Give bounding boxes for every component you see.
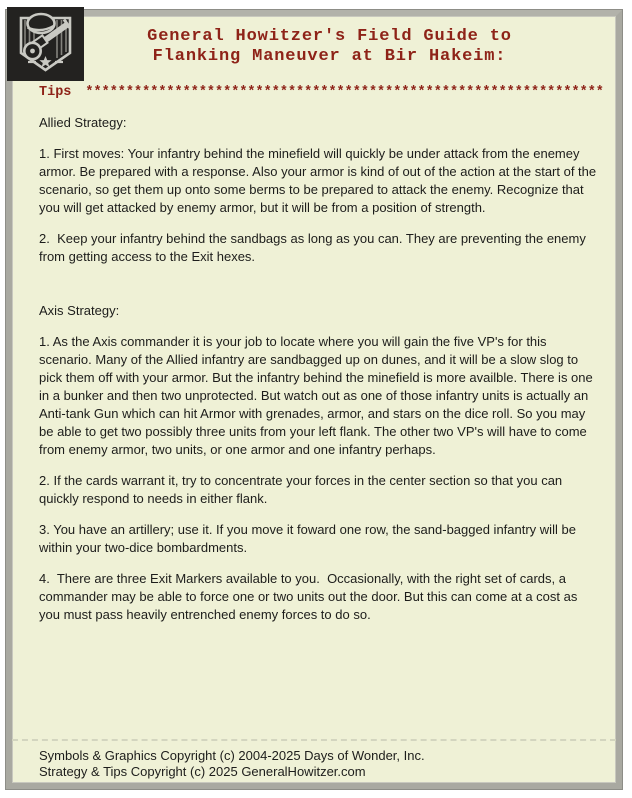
tips-label: Tips xyxy=(39,85,72,100)
strategy-paragraph: 2. If the cards warrant it, try to concentrate your forces in the center section so that you can quickly respond to needs in either flank. xyxy=(39,473,566,506)
strategy-section xyxy=(39,302,599,624)
tips-row xyxy=(12,84,616,102)
copyright-line-1: Symbols & Graphics Copyright (c) 2004-2025 Days of Wonder, Inc. xyxy=(39,748,425,763)
strategy-paragraph: 3. You have an artillery; use it. If you move it foward one row, the sand-bagged infantry will be within your two-dice bombardments. xyxy=(39,522,580,555)
page-card xyxy=(6,10,622,789)
page-title xyxy=(83,16,616,66)
general-howitzer-logo xyxy=(7,7,84,81)
section-heading: Allied Strategy: xyxy=(39,115,127,130)
howitzer-shield-icon xyxy=(7,7,84,81)
strategy-paragraph: 2. Keep your infantry behind the sandbags as long as you can. They are preventing the enemy from getting access to the Exit hexes. xyxy=(39,231,590,264)
strategy-paragraph: 1. First moves: Your infantry behind the minefield will quickly be under attack from the enemey armor. Be prepared with a response. Also your armor is kind of out of the action at the start of the scenario, so get them up onto some berms to be prepared to attack the enemy. Recognize that you will get attacked by enemy armor, but it will be from a position of strength. xyxy=(39,146,600,215)
section-heading: Axis Strategy: xyxy=(39,303,120,318)
copyright-line-2: Strategy & Tips Copyright (c) 2025 GeneralHowitzer.com xyxy=(39,764,366,779)
strategy-paragraph: 1. As the Axis commander it is your job to locate where you will gain the five VP's for this scenario. Many of the Allied infantry are sandbagged up on dunes, and it will be a slow slog to pick them off with your armor. But the infantry behind the minefield is more availble. There is one in a bunker and then two unprotected. But watch out as one of those infantry units is actually an Anti-tank Gun which can hit Armor with grenades, armor, and stars on the dice roll. So you may be able to get two possibly three units from your left flank. The other two VP's will have to come from enemy armor, two units, or one armor and one infantry perhaps. xyxy=(39,334,597,457)
title-line-2: Flanking Maneuver at Bir Hakeim: xyxy=(152,47,507,66)
footer xyxy=(12,739,616,783)
title-line-1: General Howitzer's Field Guide to xyxy=(147,27,512,46)
strategy-content xyxy=(12,114,616,624)
asterisk-divider: **************************************************************** xyxy=(85,85,604,100)
strategy-paragraph: 4. There are three Exit Markers available to you. Occasionally, with the right set of cards, a commander may be able to force one or two units out the door. But this can come at a cost as you must pass heavily entrenched enemy forces to do so. xyxy=(39,571,581,622)
strategy-section xyxy=(39,114,599,266)
